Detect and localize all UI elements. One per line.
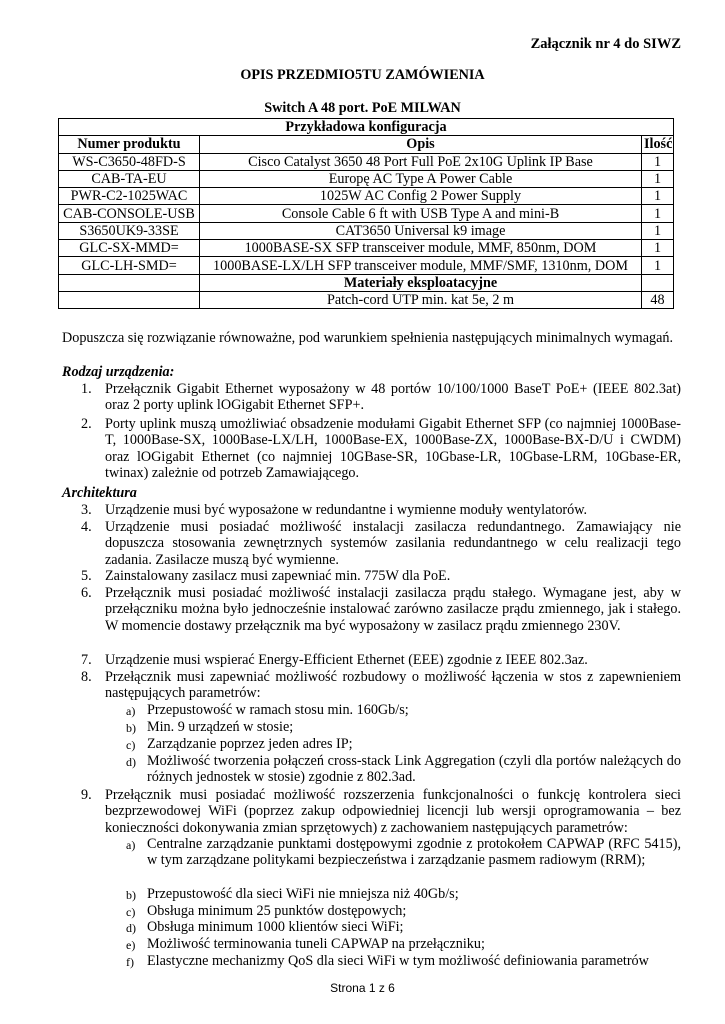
item-number: 4. xyxy=(81,519,92,535)
sub-item-text: Obsługa minimum 25 punktów dostępowych; xyxy=(147,903,407,919)
product-number: S3650UK9-33SE xyxy=(59,222,200,239)
document-subtitle: Switch A 48 port. PoE MILWAN xyxy=(264,100,461,116)
product-number: PWR-C2-1025WAC xyxy=(59,188,200,205)
list-item xyxy=(81,416,681,482)
product-description: 1025W AC Config 2 Power Supply xyxy=(200,188,642,205)
sub-list-item xyxy=(126,736,681,752)
sub-item-letter: c) xyxy=(126,738,136,752)
table-row xyxy=(59,257,674,274)
sub-item-text: Możliwość terminowania tuneli CAPWAP na przełączniku; xyxy=(147,936,485,952)
product-number xyxy=(59,291,200,308)
product-quantity: 1 xyxy=(642,257,674,274)
product-description: Cisco Catalyst 3650 48 Port Full PoE 2x10G Uplink IP Base xyxy=(200,153,642,170)
list-item xyxy=(81,502,681,518)
item-text: Przełącznik musi posiadać możliwość instalacji zasilacza prądu stałego. Wymagane jest, aby w przełączniku można było jednocześnie instalować zarówno zasilacze prądu zmiennego, jak i stałego. W momencie dostawy przełącznik ma być wyposażony w zasilacz prądu zmiennego 230V. xyxy=(105,585,681,634)
item-text: Zainstalowany zasilacz musi zapewniać min. 775W dla PoE. xyxy=(105,568,451,584)
item-number: 1. xyxy=(81,381,92,397)
product-number: GLC-SX-MMD= xyxy=(59,240,200,257)
product-number: CAB-TA-EU xyxy=(59,170,200,187)
list-item xyxy=(81,519,681,568)
table-row xyxy=(59,274,674,291)
sub-list-item xyxy=(126,903,681,919)
product-number: GLC-LH-SMD= xyxy=(59,257,200,274)
table-row xyxy=(59,222,674,239)
list-item xyxy=(81,669,681,702)
sub-item-letter: b) xyxy=(126,721,136,735)
sub-item-text: Obsługa minimum 1000 klientów sieci WiFi; xyxy=(147,919,404,935)
item-text: Przełącznik musi zapewniać możliwość rozbudowy o możliwość łączenia w stos z zapewnieniem następujących parametrów: xyxy=(105,669,681,702)
page-footer: Strona 1 z 6 xyxy=(330,981,395,995)
item-text: Przełącznik Gigabit Ethernet wyposażony w 48 portów 10/100/1000 BaseT PoE+ (IEEE 802.3at) oraz 2 porty uplink lOGigabit Ethernet SFP+. xyxy=(105,381,681,414)
column-header: Opis xyxy=(200,136,642,153)
list-item xyxy=(81,787,681,836)
list-item xyxy=(81,585,681,634)
table-row xyxy=(59,119,674,136)
table-header-row xyxy=(59,136,674,153)
sub-list-item xyxy=(126,953,681,969)
item-number: 9. xyxy=(81,787,92,803)
document-title: OPIS PRZEDMIO5TU ZAMÓWIENIA xyxy=(240,67,485,83)
item-text: Porty uplink muszą umożliwiać obsadzenie modułami Gigabit Ethernet SFP (co najmniej 1000Base-T, 1000Base-SX, 1000Base-LX/LH, 1000Base-EX, 1000Base-ZX, 1000Base-BX-D/U i CWDM) oraz lOGigabit Ethernet (co najmniej 10GBase-SR, 10Gbase-LR, 10Gbase-LRM, 10Gbase-ER, twinax) zależnie od potrzeb Zamawiającego. xyxy=(105,416,681,482)
attachment-label: Załącznik nr 4 do SIWZ xyxy=(530,36,681,52)
item-number: 3. xyxy=(81,502,92,518)
table-row xyxy=(59,170,674,187)
column-header: Ilość xyxy=(642,136,674,153)
sub-list-item xyxy=(126,719,681,735)
sub-item-text: Zarządzanie poprzez jeden adres IP; xyxy=(147,736,353,752)
table-row xyxy=(59,188,674,205)
consumables-header: Materiały eksploatacyjne xyxy=(200,274,642,291)
sub-item-text: Min. 9 urządzeń w stosie; xyxy=(147,719,294,735)
product-description: CAT3650 Universal k9 image xyxy=(200,222,642,239)
table-row xyxy=(59,291,674,308)
empty-cell xyxy=(642,274,674,291)
product-description: Console Cable 6 ft with USB Type A and mini-B xyxy=(200,205,642,222)
section-heading-architecture: Architektura xyxy=(62,485,137,501)
item-text: Urządzenie musi być wyposażone w redundantne i wymienne moduły wentylatorów. xyxy=(105,502,588,518)
product-description: Patch-cord UTP min. kat 5e, 2 m xyxy=(200,291,642,308)
product-description: Europę AC Type A Power Cable xyxy=(200,170,642,187)
item-number: 7. xyxy=(81,652,92,668)
product-quantity: 1 xyxy=(642,222,674,239)
item-text: Przełącznik musi posiadać możliwość rozszerzenia funkcjonalności o funkcję kontrolera sieci bezprzewodowej WiFi (poprzez zakup odpowiedniej licencji lub wersji oprogramowania – bez konieczności dokonywania zmian sprzętowych) z zachowaniem następujących parametrów: xyxy=(105,787,681,836)
sub-list-item xyxy=(126,753,681,786)
configuration-table xyxy=(58,118,674,309)
table-row xyxy=(59,205,674,222)
section-heading-device-type: Rodzaj urządzenia: xyxy=(62,364,175,380)
list-item xyxy=(81,381,681,414)
list-item xyxy=(81,568,681,584)
sub-list-item xyxy=(126,919,681,935)
product-quantity: 1 xyxy=(642,188,674,205)
product-description: 1000BASE-SX SFP transceiver module, MMF, 850nm, DOM xyxy=(200,240,642,257)
sub-item-letter: d) xyxy=(126,755,136,769)
product-number: CAB-CONSOLE-USB xyxy=(59,205,200,222)
product-quantity: 1 xyxy=(642,153,674,170)
item-number: 6. xyxy=(81,585,92,601)
sub-item-text: Przepustowość dla sieci WiFi nie mniejsza niż 40Gb/s; xyxy=(147,886,459,902)
empty-cell xyxy=(59,274,200,291)
sub-item-text: Możliwość tworzenia połączeń cross-stack Link Aggregation (czyli dla portów należących do różnych jednostek w stosie) zgodnie z 802.3ad. xyxy=(147,753,681,786)
item-number: 5. xyxy=(81,568,92,584)
sub-item-letter: a) xyxy=(126,704,136,718)
sub-item-text: Elastyczne mechanizmy QoS dla sieci WiFi w tym możliwość definiowania parametrów xyxy=(147,953,649,969)
product-quantity: 1 xyxy=(642,170,674,187)
list-item xyxy=(81,652,681,668)
table-row xyxy=(59,240,674,257)
sub-item-text: Centralne zarządzanie punktami dostępowymi zgodnie z protokołem CAPWAP (RFC 5415), w tym zarządzane politykami bezpieczeństwa i zarządzanie pasmem radiowym (RRM); xyxy=(147,836,681,869)
sub-item-letter: f) xyxy=(126,955,134,969)
product-quantity: 48 xyxy=(642,291,674,308)
sub-list-item xyxy=(126,936,681,952)
sub-item-letter: b) xyxy=(126,888,136,902)
item-text: Urządzenie musi posiadać możliwość instalacji zasilacza redundantnego. Zamawiający nie dopuszcza stosowania zewnętrznych systemów zasilania redundantnego w celu realizacji tego zadania. Zasilacze muszą być wymienne. xyxy=(105,519,681,568)
sub-item-letter: a) xyxy=(126,838,136,852)
column-header: Numer produktu xyxy=(59,136,200,153)
sub-list-item xyxy=(126,836,681,869)
table-row xyxy=(59,153,674,170)
sub-item-letter: c) xyxy=(126,905,136,919)
config-header: Przykładowa konfiguracja xyxy=(59,119,674,136)
sub-item-letter: e) xyxy=(126,938,136,952)
product-quantity: 1 xyxy=(642,240,674,257)
sub-list-item xyxy=(126,886,681,902)
sub-item-letter: d) xyxy=(126,921,136,935)
sub-item-text: Przepustowość w ramach stosu min. 160Gb/s; xyxy=(147,702,409,718)
product-number: WS-C3650-48FD-S xyxy=(59,153,200,170)
item-text: Urządzenie musi wspierać Energy-Efficient Ethernet (EEE) zgodnie z IEEE 802.3az. xyxy=(105,652,588,668)
item-number: 8. xyxy=(81,669,92,685)
product-quantity: 1 xyxy=(642,205,674,222)
intro-paragraph: Dopuszcza się rozwiązanie równoważne, pod warunkiem spełnienia następujących minimalnych wymagań. xyxy=(62,330,674,346)
sub-list-item xyxy=(126,702,681,718)
item-number: 2. xyxy=(81,416,92,432)
product-description: 1000BASE-LX/LH SFP transceiver module, MMF/SMF, 1310nm, DOM xyxy=(200,257,642,274)
